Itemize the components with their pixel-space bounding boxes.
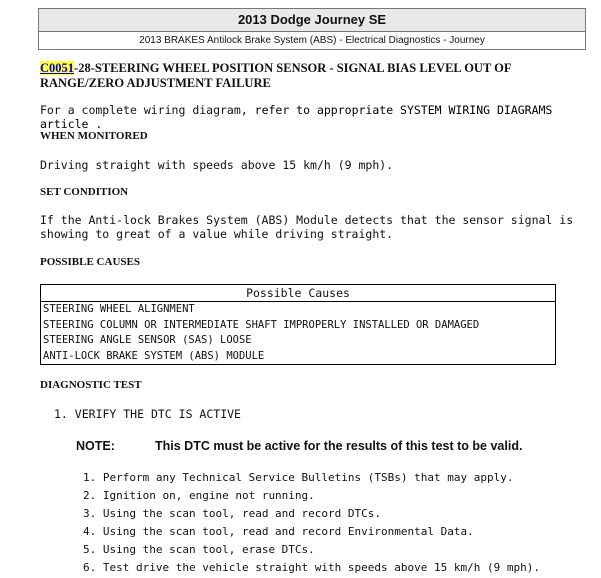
table-row <box>41 349 556 365</box>
list-item <box>83 505 540 523</box>
step-text: Using the scan tool, read and record DTCs. <box>102 507 382 520</box>
vehicle-title: 2013 Dodge Journey SE <box>39 9 585 32</box>
table-row <box>41 333 556 349</box>
table-header: Possible Causes <box>41 285 556 302</box>
document-header <box>38 8 586 50</box>
step-number: 6. <box>83 561 97 574</box>
cause-cell: STEERING ANGLE SENSOR (SAS) LOOSE <box>43 334 252 346</box>
intro-suffix: . <box>88 117 103 131</box>
table-row <box>41 318 556 334</box>
procedure-steps <box>83 469 540 577</box>
dtc-title-text: -28-STEERING WHEEL POSITION SENSOR - SIGNAL BIAS LEVEL OUT OF RANGE/ZERO ADJUSTMENT FAILURE <box>40 61 512 90</box>
test-step-title <box>54 407 241 421</box>
step-text: Perform any Technical Service Bulletins (TSBs) that may apply. <box>102 471 514 484</box>
section-subtitle: 2013 BRAKES Antilock Brake System (ABS) - Electrical Diagnostics - Journey <box>139 35 485 46</box>
set-condition-heading: SET CONDITION <box>40 186 129 198</box>
when-monitored-text: Driving straight with speeds above 15 km/h (9 mph). <box>40 158 394 172</box>
cause-cell: STEERING COLUMN OR INTERMEDIATE SHAFT IMPROPERLY INSTALLED OR DAMAGED <box>43 318 480 331</box>
list-item <box>83 523 540 541</box>
step-text: Ignition on, engine not running. <box>102 489 315 502</box>
list-item <box>83 487 540 505</box>
wiring-diagram-link[interactable]: refer to appropriate SYSTEM WIRING DIAGRAMS article <box>40 103 553 131</box>
step-number: 2. <box>83 489 97 502</box>
step-text: Using the scan tool, read and record Environmental Data. <box>102 525 474 538</box>
diagnostic-test-heading: DIAGNOSTIC TEST <box>40 379 142 391</box>
dtc-code-link[interactable]: C0051 <box>40 61 75 75</box>
step-number: 1. <box>83 471 97 484</box>
possible-causes-table <box>40 284 556 365</box>
when-monitored-heading: WHEN MONITORED <box>40 130 148 142</box>
step-number: 5. <box>83 543 97 556</box>
intro-prefix: For a complete wiring diagram, <box>40 103 248 117</box>
list-item <box>83 469 540 487</box>
set-condition-text: If the Anti-lock Brakes System (ABS) Module detects that the sensor signal is showing to great of a value while driving straight. <box>40 213 574 241</box>
note-label: NOTE: <box>76 439 115 453</box>
possible-causes-heading: POSSIBLE CAUSES <box>40 256 140 268</box>
step-number: 4. <box>83 525 97 538</box>
wiring-diagram-reference <box>40 103 601 131</box>
cause-cell: ANTI-LOCK BRAKE SYSTEM (ABS) MODULE <box>43 349 265 362</box>
step-text: Using the scan tool, erase DTCs. <box>102 543 315 556</box>
step-text: Test drive the vehicle straight with speeds above 15 km/h (9 mph). <box>102 561 540 574</box>
note-text: This DTC must be active for the results of this test to be valid. <box>155 439 523 453</box>
dtc-title <box>40 61 580 91</box>
table-row <box>41 302 556 318</box>
list-item <box>83 541 540 559</box>
cause-cell: STEERING WHEEL ALIGNMENT <box>43 303 195 315</box>
step-number: 3. <box>83 507 97 520</box>
list-item <box>83 559 540 577</box>
test-step-number: 1. <box>54 407 68 421</box>
test-step-label: VERIFY THE DTC IS ACTIVE <box>74 407 241 421</box>
